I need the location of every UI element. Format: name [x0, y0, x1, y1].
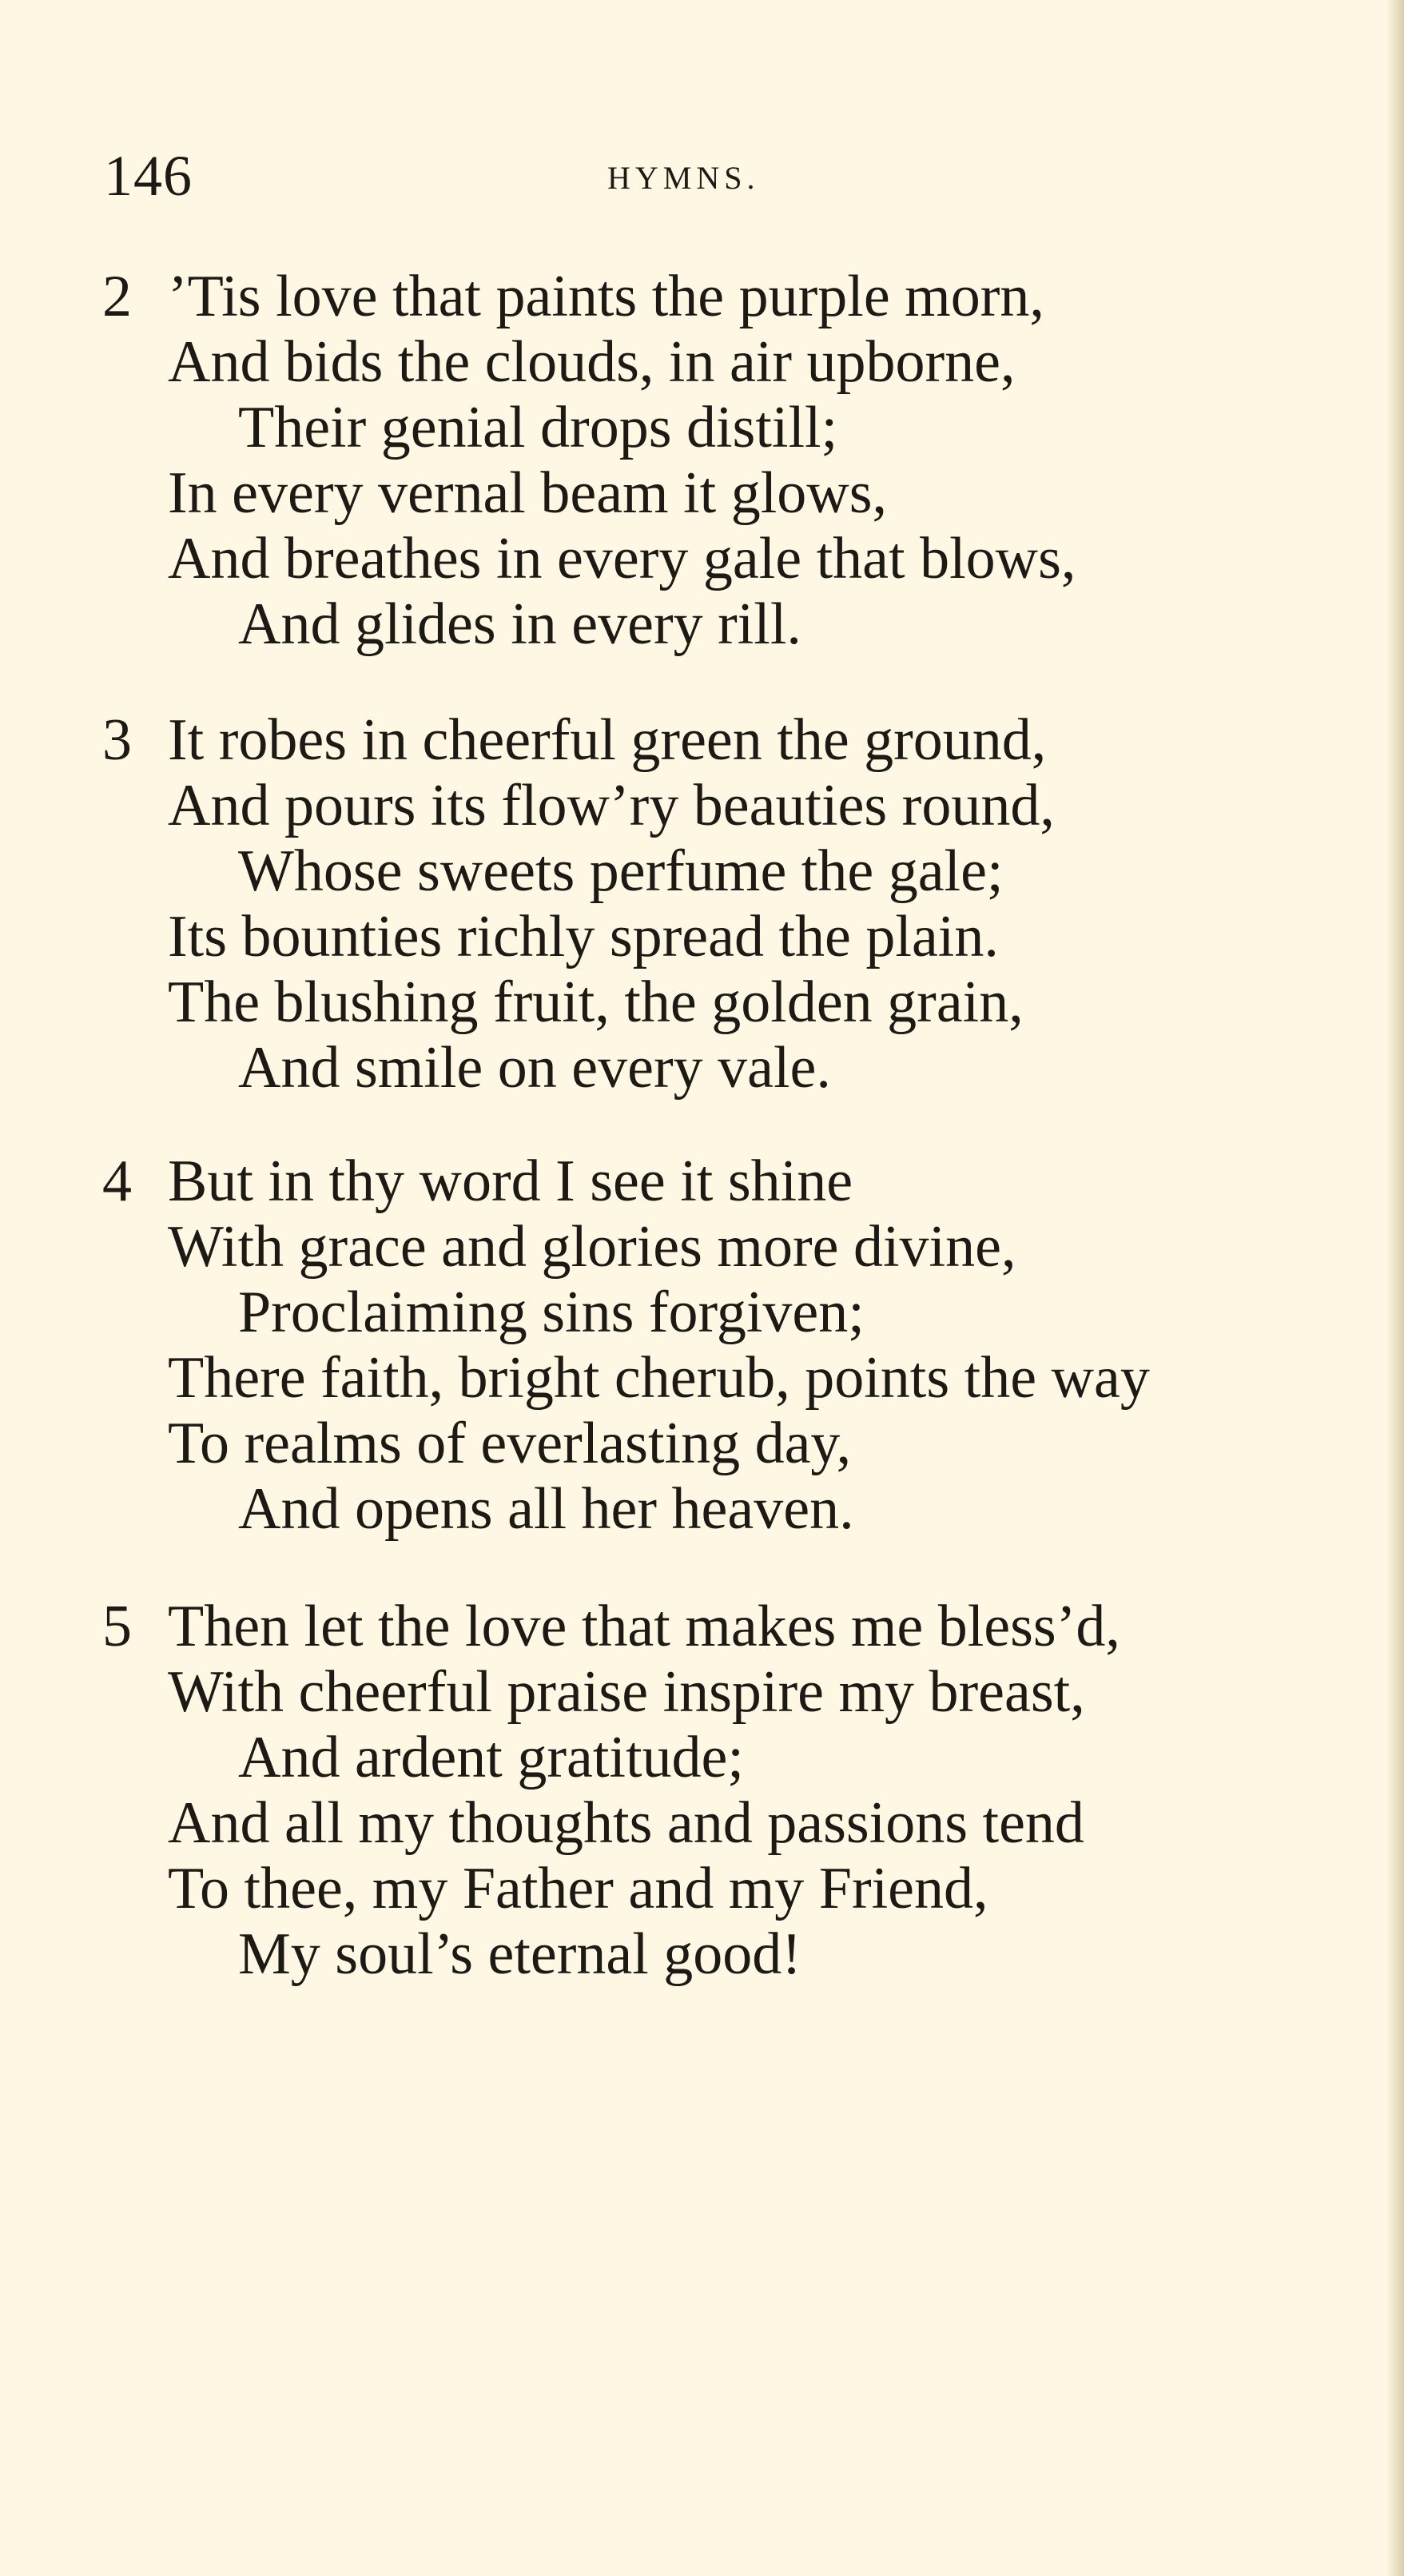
verse-line: And all my thoughts and passions tend	[168, 1790, 1084, 1856]
verse-line: Whose sweets perfume the gale;	[238, 838, 1004, 904]
verse-line: And ardent gratitude;	[238, 1725, 744, 1790]
page-number: 146	[104, 144, 193, 208]
verse-line: The blushing fruit, the golden grain,	[168, 969, 1024, 1035]
verse-line: With grace and glories more divine,	[168, 1214, 1016, 1280]
verse-line: Then let the love that makes me bless’d,	[168, 1594, 1120, 1659]
verse-line: It robes in cheerful green the ground,	[168, 707, 1047, 773]
verse-line: To thee, my Father and my Friend,	[168, 1856, 988, 1921]
verse-line: And breathes in every gale that blows,	[168, 526, 1076, 591]
page-edge-shadow	[1386, 0, 1404, 2576]
verse-line: Their genial drops distill;	[238, 395, 838, 460]
verse-line: There faith, bright cherub, points the way	[168, 1345, 1150, 1411]
header-title: HYMNS.	[607, 160, 760, 196]
verse-line: And opens all her heaven.	[238, 1476, 854, 1542]
stanza-number: 5	[102, 1594, 132, 1659]
verse-line: To realms of everlasting day,	[168, 1411, 852, 1476]
verse-line: And smile on every vale.	[238, 1035, 831, 1101]
verse-line: Its bounties richly spread the plain.	[168, 904, 999, 969]
stanza-number: 4	[102, 1149, 132, 1214]
verse-line: My soul’s eternal good!	[238, 1921, 801, 1987]
stanza-number: 3	[102, 707, 132, 773]
verse-line: With cheerful praise inspire my breast,	[168, 1659, 1085, 1725]
verse-line: And pours its flow’ry beauties round,	[168, 773, 1055, 838]
verse-line: But in thy word I see it shine	[168, 1149, 853, 1214]
verse-line: In every vernal beam it glows,	[168, 460, 888, 526]
verse-line: Proclaiming sins forgiven;	[238, 1280, 865, 1345]
running-head	[104, 140, 823, 212]
verse-line: And bids the clouds, in air upborne,	[168, 329, 1016, 395]
verse-line: ’Tis love that paints the purple morn,	[168, 264, 1044, 329]
stanza-number: 2	[102, 264, 132, 329]
verse-line: And glides in every rill.	[238, 591, 801, 657]
